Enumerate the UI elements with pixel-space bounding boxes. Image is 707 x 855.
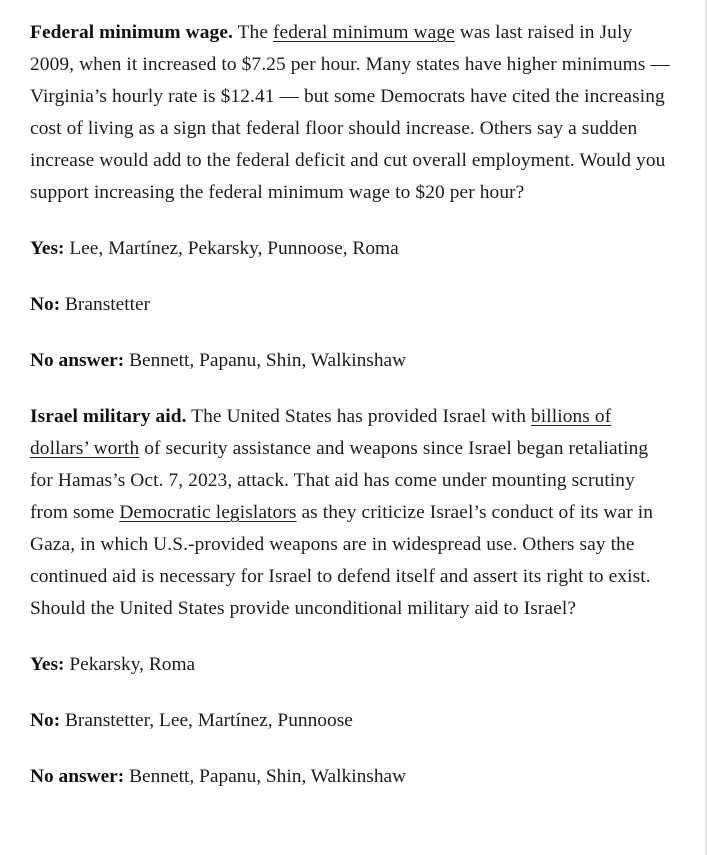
question-heading: Federal minimum wage. [30,22,233,43]
question-text: The United States has provided Israel with [186,406,531,427]
answer-label: No: [30,710,61,731]
answer-label: No answer: [30,766,125,787]
democratic-legislators-link[interactable]: Democratic legislators [119,502,297,523]
question-text: was last raised in July 2009, when it increased to $7.25 per hour. Many states have higher minimums — Virginia’s hourly rate is $12.41 — but some Democrats have cited the increasing cost of living as a sign that federal floor should increase. Others say a sudden increase would add to the federal deficit and cut overall employment. Would you support increasing the federal minimum wage to $20 per hour? [30,22,670,203]
answer-no [30,705,670,737]
article-body [30,17,670,817]
answer-names: Pekarsky, Roma [64,654,196,675]
answer-no-answer [30,345,670,377]
answer-names: Lee, Martínez, Pekarsky, Punnoose, Roma [64,238,399,259]
answer-no [30,289,670,321]
question-text: as they criticize Israel’s conduct of its war in Gaza, in which U.S.-provided weapons are in widespread use. Others say the continued aid is necessary for Israel to defend itself and assert its right to exist. Should the United States provide unconditional military aid to Israel? [30,502,654,619]
question-israel-aid [30,401,670,625]
answer-label: Yes: [30,654,65,675]
answer-yes [30,649,670,681]
answer-label: No: [30,294,61,315]
question-heading: Israel military aid. [30,406,187,427]
answer-names: Bennett, Papanu, Shin, Walkinshaw [124,350,407,371]
answer-label: Yes: [30,238,65,259]
answer-label: No answer: [30,350,125,371]
question-minimum-wage [30,17,670,209]
question-text: The [232,22,273,43]
federal-minimum-wage-link[interactable]: federal minimum wage [272,22,455,43]
answer-names: Bennett, Papanu, Shin, Walkinshaw [124,766,407,787]
answer-yes [30,233,670,265]
question-text: of security assistance and weapons since Israel began retaliating for Hamas’s Oct. 7, 2023, attack. That aid has come under mounting scrutiny from some [30,438,649,523]
billions-of-dollars-link[interactable]: billions of dollars’ worth [30,406,612,459]
answer-names: Branstetter [60,294,151,315]
answer-no-answer [30,761,670,793]
answer-names: Branstetter, Lee, Martínez, Punnoose [60,710,353,731]
